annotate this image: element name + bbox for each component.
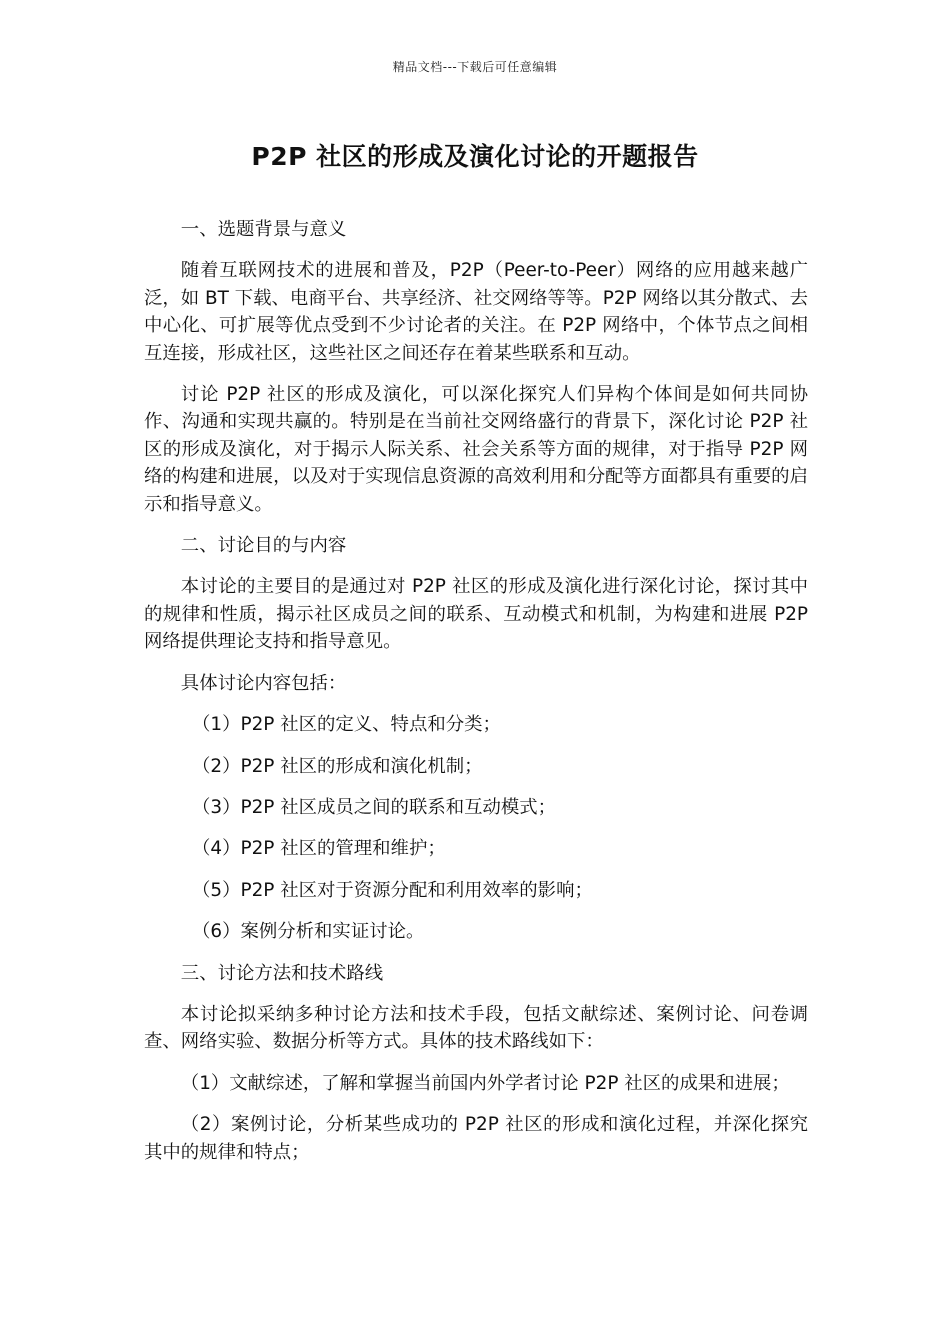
list-item: （2）P2P 社区的形成和演化机制； [192, 755, 483, 777]
list-item: （1）P2P 社区的定义、特点和分类； [192, 714, 501, 736]
page-header: 精品文档---下载后可任意编辑 [392, 60, 558, 74]
paragraph: 本讨论拟采纳多种讨论方法和技术手段，包括文献综述、案例讨论、问卷调查、网络实验、数据分析等方式。具体的技术路线如下： [144, 1003, 808, 1053]
document-title: P2P 社区的形成及演化讨论的开题报告 [251, 142, 699, 171]
list-item: （6）案例分析和实证讨论。 [192, 921, 425, 943]
section-heading-1: 一、选题背景与意义 [180, 219, 347, 240]
list-item: （4）P2P 社区的管理和维护； [192, 838, 446, 860]
paragraph: 本讨论的主要目的是通过对 P2P 社区的形成及演化进行深化讨论，探讨其中的规律和性质，揭示社区成员之间的联系、互动模式和机制，为构建和进展 P2P 网络提供理论支持和指导意见。 [144, 576, 808, 653]
list-item: （3）P2P 社区成员之间的联系和互动模式； [192, 796, 557, 818]
paragraph: 具体讨论内容包括： [180, 672, 347, 694]
paragraph: （2）案例讨论，分析某些成功的 P2P 社区的形成和演化过程，并深化探究其中的规律和特点； [144, 1114, 808, 1163]
list-item: （5）P2P 社区对于资源分配和利用效率的影响； [192, 879, 593, 901]
document-body [144, 216, 808, 1180]
paragraph: 随着互联网技术的进展和普及，P2P（Peer-to-Peer）网络的应用越来越广泛，如 BT 下载、电商平台、共享经济、社交网络等等。P2P 网络以其分散式、去中心化、可扩展等优点受到不少讨论者的关注。在 P2P 网络中，个体节点之间相互连接，形成社区，这些社区之间还存在着某些联系和互动。 [144, 260, 808, 364]
paragraph: （1）文献综述，了解和掌握当前国内外学者讨论 P2P 社区的成果和进展； [180, 1072, 790, 1094]
paragraph: 讨论 P2P 社区的形成及演化，可以深化探究人们异构个体间是如何共同协作、沟通和实现共赢的。特别是在当前社交网络盛行的背景下，深化讨论 P2P 社区的形成及演化，对于揭示人际关系、社会关系等方面的规律，对于指导 P2P 网络的构建和进展，以及对于实现信息资源的高效利用和分配等方面都具有重要的启示和指导意义。 [144, 384, 808, 515]
section-heading-2: 二、讨论目的与内容 [180, 535, 347, 557]
section-heading-3: 三、讨论方法和技术路线 [180, 962, 384, 984]
